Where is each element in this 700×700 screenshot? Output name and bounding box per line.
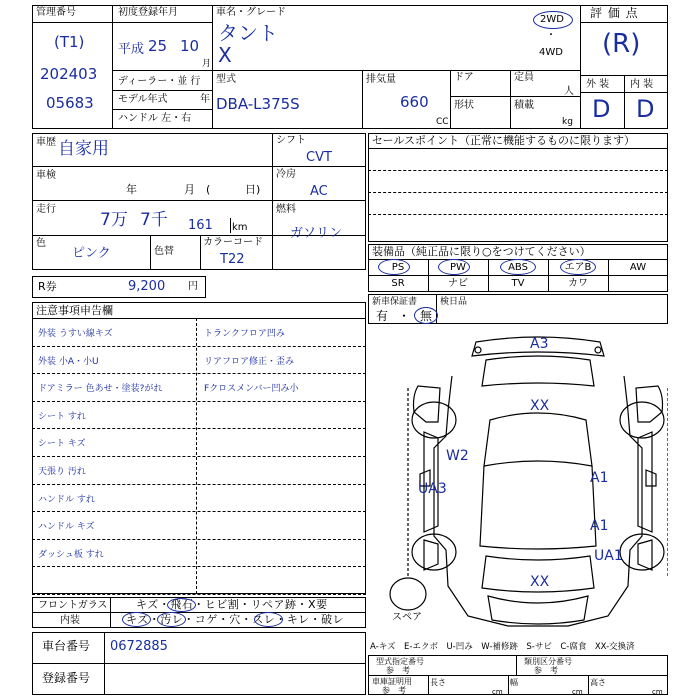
- width-label: 幅: [510, 678, 518, 687]
- diagram-mark-w2: W2: [446, 448, 469, 464]
- equip-leather: カワ: [568, 278, 588, 289]
- capacity-unit: 人: [564, 86, 574, 97]
- notes-right-item: Fクロスメンバー凹み小: [204, 384, 299, 395]
- interior-label: 内装: [60, 615, 80, 626]
- mileage-rest: 161: [188, 218, 213, 233]
- reg-era: 平成: [118, 42, 145, 57]
- class-sub: 参 考: [534, 666, 558, 675]
- model-year-label: モデル年式: [118, 94, 168, 105]
- notes-row-line: [32, 346, 366, 347]
- color-code-label: カラーコード: [203, 237, 263, 248]
- door-label: ドア: [454, 72, 474, 83]
- history-value: 自家用: [58, 139, 109, 159]
- equip-pw: PW: [450, 262, 466, 273]
- drive-2wd: 2WD: [540, 14, 564, 25]
- equip-abs: ABS: [508, 262, 528, 273]
- type-value: DBA-L375S: [216, 95, 300, 113]
- notes-left-item: ダッシュ板 すれ: [38, 549, 104, 560]
- legend: A-キズ E-エクボ U-凹み W-補修跡 S-サビ C-腐食 XX-交換済: [370, 642, 635, 652]
- car-name: タント: [218, 21, 278, 45]
- warranty-label: 新車保証書: [372, 297, 418, 307]
- height-cm: cm: [652, 688, 663, 696]
- equip-sr: SR: [391, 278, 405, 289]
- int-score: D: [636, 95, 655, 123]
- interior-kizu-circle: [122, 612, 151, 627]
- shape-label: 形状: [454, 100, 474, 111]
- selling-points-box: [368, 133, 668, 242]
- inspection-month: 月: [184, 183, 195, 196]
- notes-left-item: シート キズ: [38, 439, 86, 450]
- ext-score: D: [592, 95, 611, 123]
- car-damage-diagram: [368, 326, 668, 638]
- type-spec-label: 型式指定番号: [376, 657, 424, 666]
- shift-label: シフト: [276, 135, 306, 146]
- notes-row-line: [32, 594, 366, 595]
- kanri-number-1: 202403: [40, 65, 98, 83]
- width-cm: cm: [572, 688, 583, 696]
- fuel-label: 燃料: [276, 204, 296, 215]
- diagram-mark-xx-bottom: XX: [530, 574, 550, 590]
- load-unit: kg: [562, 117, 573, 127]
- model-year-unit: 年: [200, 94, 210, 105]
- handle-label: ハンドル 左・右: [118, 113, 192, 124]
- chassis-value: 0672885: [110, 639, 168, 654]
- mileage-sen: 7千: [140, 210, 168, 230]
- cert-sub: 参 考: [382, 686, 406, 695]
- notes-row-line: [32, 428, 366, 429]
- notes-row-line: [32, 511, 366, 512]
- reg-month: 10: [180, 37, 200, 55]
- notes-left-item: 天張り 汚れ: [38, 467, 86, 477]
- warranty-dot: ・: [398, 309, 411, 323]
- interior-items: キズ・汚レ・コゲ・穴・スレ・キレ・破レ: [126, 613, 345, 626]
- notes-left-item: ハンドル キズ: [38, 522, 95, 533]
- diagram-mark-a1-upper: A1: [590, 470, 609, 486]
- color-code: T22: [220, 252, 245, 267]
- notes-left-item: シート すれ: [38, 411, 86, 422]
- front-glass-label: フロントガラス: [38, 600, 108, 611]
- reg-label: 初度登録年月: [118, 7, 178, 18]
- equip-tv: TV: [511, 278, 525, 289]
- length-label: 長さ: [430, 678, 446, 687]
- notes-right-item: トランクフロア凹み: [204, 329, 285, 339]
- diagram-mark-a1-lower: A1: [590, 518, 609, 534]
- height-label: 高さ: [590, 678, 606, 687]
- ext-label: 外 装: [586, 79, 610, 90]
- diagram-mark-xx-top: XX: [530, 398, 550, 414]
- r-ken-value: 9,200: [128, 279, 166, 294]
- diagram-mark-ua3: UA3: [418, 481, 447, 497]
- drive-dot: ・: [546, 30, 556, 41]
- notes-row-line: [32, 401, 366, 402]
- reg-no-label: 登録番号: [42, 671, 91, 685]
- selling-points-label: セールスポイント（正常に機能するものに限ります）: [372, 134, 636, 147]
- notes-left-item: 外装 小A・小U: [38, 356, 99, 367]
- inspection-label: 車検: [36, 170, 56, 181]
- front-glass-tobi-circle: [167, 598, 196, 612]
- notes-left-item: ハンドル すれ: [38, 494, 95, 505]
- notes-row-line: [32, 539, 366, 540]
- ac-value: AC: [310, 184, 328, 199]
- r-ken-box: [32, 276, 206, 298]
- cc-value: 660: [400, 93, 429, 111]
- car-grade: X: [218, 43, 232, 67]
- cert-label: 車庫証明用: [372, 677, 412, 686]
- fuel-value: ガソリン: [290, 226, 343, 241]
- load-label: 積載: [514, 100, 534, 111]
- name-label: 車名・グレード: [216, 7, 286, 18]
- notes-row-line: [32, 373, 366, 374]
- diagram-mark-a3: A3: [530, 336, 549, 352]
- notes-title: 注意事項申告欄: [36, 304, 113, 317]
- reg-year: 25: [148, 37, 168, 55]
- cc-label: 排気量: [366, 74, 396, 85]
- score-label: 評 価 点: [590, 6, 639, 20]
- diagram-mark-ua1: UA1: [594, 548, 623, 564]
- reg-month-unit: 月: [202, 59, 212, 69]
- cc-unit: CC: [436, 117, 449, 127]
- chassis-label: 車台番号: [42, 639, 91, 653]
- mileage-unit: km: [232, 222, 248, 233]
- mileage-label: 走行: [36, 204, 56, 215]
- capacity-label: 定員: [514, 72, 534, 83]
- inspection-day: 日): [245, 183, 261, 196]
- spare-label: スペア: [392, 612, 422, 623]
- length-cm: cm: [492, 688, 503, 696]
- equip-ps: PS: [391, 262, 405, 273]
- ac-label: 冷房: [276, 169, 296, 180]
- warranty-date-label: 検日品: [440, 297, 468, 307]
- interior-yogore-circle: [157, 612, 186, 627]
- dealer-label: ディーラー・並 行: [118, 76, 201, 87]
- color-label: 色: [36, 238, 46, 249]
- r-ken-label: R券: [38, 280, 57, 293]
- notes-row-line: [32, 456, 366, 457]
- color-value: ピンク: [72, 246, 111, 261]
- notes-left-item: ドアミラー 色あせ・塗装?がれ: [38, 384, 163, 395]
- class-label: 類別区分番号: [524, 657, 572, 666]
- inspection-paren: (: [206, 183, 211, 196]
- drive-4wd: 4WD: [539, 47, 563, 58]
- kanri-label: 管理番号: [36, 7, 76, 18]
- front-glass-items: キズ・飛石・ヒビ割・リペア跡・X要: [136, 598, 328, 611]
- inspection-year: 年: [126, 183, 137, 196]
- equipment-title: 装備品（純正品に限り○をつけてください）: [372, 245, 591, 258]
- header-block: [32, 5, 668, 129]
- equip-navi: ナビ: [448, 278, 468, 289]
- equip-aw: AW: [629, 262, 647, 273]
- kanri-t: (T1): [54, 33, 85, 51]
- r-ken-unit: 円: [188, 281, 198, 292]
- type-spec-sub: 参 考: [386, 666, 410, 675]
- notes-right-item: リアフロア修正・歪み: [204, 356, 295, 367]
- score-value: (R): [602, 29, 641, 59]
- notes-row-line: [32, 484, 366, 485]
- warranty-no: 無: [420, 309, 433, 323]
- equip-airbag: エアB: [564, 262, 592, 273]
- shift-value: CVT: [306, 150, 332, 165]
- notes-row-line: [32, 566, 366, 567]
- kanri-number-2: 05683: [46, 94, 94, 112]
- int-label: 内 装: [630, 79, 654, 90]
- interior-sure-circle: [254, 612, 283, 627]
- type-label: 型式: [216, 74, 236, 85]
- color-change-label: 色替: [154, 246, 174, 257]
- notes-left-item: 外装 うすい線キズ: [38, 329, 113, 339]
- mileage-man: 7万: [100, 210, 128, 230]
- warranty-yes: 有: [376, 309, 389, 323]
- history-label: 車歴: [36, 137, 56, 148]
